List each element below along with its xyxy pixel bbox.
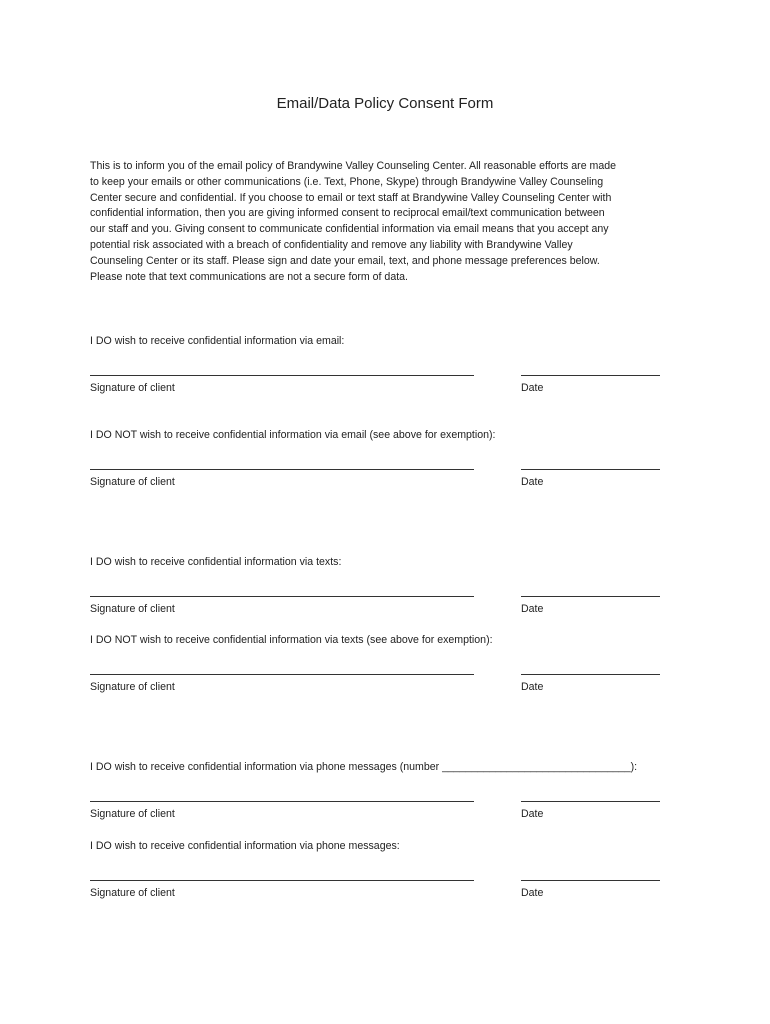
email-decline-signature-line[interactable] — [90, 469, 474, 470]
signature-label: Signature of client — [90, 887, 175, 899]
date-label: Date — [521, 681, 544, 693]
phone-number-consent-signature-line[interactable] — [90, 801, 474, 802]
texts-decline-statement: I DO NOT wish to receive confidential information via texts (see above for exemption): — [90, 634, 493, 646]
intro-line: Center secure and confidential. If you choose to email or text staff at Brandywine Valley Counseling Center with — [90, 191, 612, 204]
phone-number-consent-date-line[interactable] — [521, 801, 660, 802]
signature-label: Signature of client — [90, 603, 175, 615]
signature-label: Signature of client — [90, 382, 175, 394]
texts-consent-statement: I DO wish to receive confidential information via texts: — [90, 556, 342, 568]
signature-label: Signature of client — [90, 476, 175, 488]
email-consent-statement: I DO wish to receive confidential information via email: — [90, 335, 345, 347]
signature-label: Signature of client — [90, 681, 175, 693]
date-label: Date — [521, 887, 544, 899]
date-label: Date — [521, 476, 544, 488]
intro-paragraph — [90, 159, 680, 285]
date-label: Date — [521, 382, 544, 394]
date-label: Date — [521, 603, 544, 615]
date-label: Date — [521, 808, 544, 820]
texts-decline-signature-line[interactable] — [90, 674, 474, 675]
intro-line: Please note that text communications are not a secure form of data. — [90, 270, 408, 283]
intro-line: Counseling Center or its staff. Please sign and date your email, text, and phone message preferences below. — [90, 254, 600, 267]
phone-consent-statement: I DO wish to receive confidential information via phone messages: — [90, 840, 400, 852]
signature-label: Signature of client — [90, 808, 175, 820]
form-title: Email/Data Policy Consent Form — [276, 95, 494, 112]
email-decline-date-line[interactable] — [521, 469, 660, 470]
texts-consent-date-line[interactable] — [521, 596, 660, 597]
texts-consent-signature-line[interactable] — [90, 596, 474, 597]
texts-decline-date-line[interactable] — [521, 674, 660, 675]
intro-line: to keep your emails or other communications (i.e. Text, Phone, Skype) through Brandywine Valley Counseling — [90, 175, 604, 188]
phone-number-consent-statement: I DO wish to receive confidential information via phone messages (number ________________________________): — [90, 761, 638, 773]
intro-line: confidential information, then you are giving informed consent to reciprocal email/text communication between — [90, 207, 605, 220]
intro-line: potential risk associated with a breach of confidentiality and remove any liability with Brandywine Valley — [90, 238, 573, 251]
email-decline-statement: I DO NOT wish to receive confidential information via email (see above for exemption): — [90, 429, 496, 441]
email-consent-signature-line[interactable] — [90, 375, 474, 376]
phone-consent-date-line[interactable] — [521, 880, 660, 881]
phone-consent-signature-line[interactable] — [90, 880, 474, 881]
email-consent-date-line[interactable] — [521, 375, 660, 376]
intro-line: This is to inform you of the email policy of Brandywine Valley Counseling Center. All reasonable efforts are made — [90, 160, 617, 172]
intro-line: our staff and you. Giving consent to communicate confidential information via email means that you accept any — [90, 223, 609, 236]
